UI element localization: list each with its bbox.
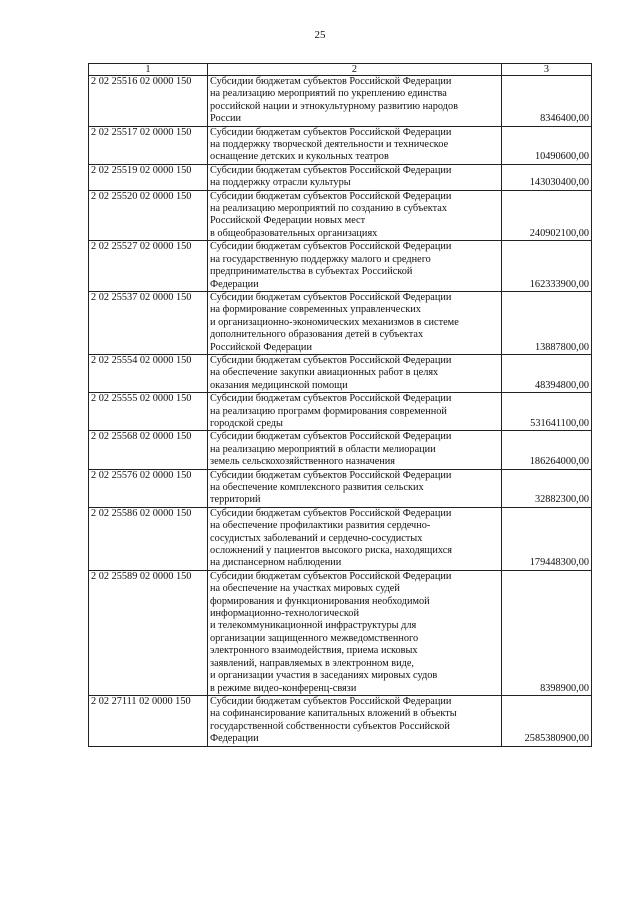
table-row: [89, 126, 592, 164]
description-cell: Субсидии бюджетам субъектов Российской Федерации на реализацию мероприятий по укреплению единства российской нации и этнокультурному развитию народов России: [208, 76, 502, 127]
table-row: [89, 354, 592, 392]
code-cell: 2 02 25517 02 0000 150: [89, 126, 208, 164]
column-header-code: 1: [89, 64, 208, 76]
table-row: [89, 469, 592, 507]
budget-table: [88, 63, 592, 747]
amount-cell: 48394800,00: [502, 354, 592, 392]
code-cell: 2 02 25555 02 0000 150: [89, 393, 208, 431]
amount-cell: 8398900,00: [502, 570, 592, 695]
code-cell: 2 02 25586 02 0000 150: [89, 507, 208, 570]
code-cell: 2 02 25554 02 0000 150: [89, 354, 208, 392]
amount-cell: 162333900,00: [502, 241, 592, 292]
amount-cell: 10490600,00: [502, 126, 592, 164]
description-cell: Субсидии бюджетам субъектов Российской Федерации на государственную поддержку малого и среднего предпринимательства в субъектах Российской Федерации: [208, 241, 502, 292]
description-cell: Субсидии бюджетам субъектов Российской Федерации на реализацию мероприятий по созданию в субъектах Российской Федерации новых мест в общеобразовательных организациях: [208, 190, 502, 241]
column-header-description: 2: [208, 64, 502, 76]
amount-cell: 8346400,00: [502, 76, 592, 127]
table-row: [89, 507, 592, 570]
description-cell: Субсидии бюджетам субъектов Российской Федерации на поддержку творческой деятельности и техническое оснащение детских и кукольных театров: [208, 126, 502, 164]
amount-cell: 32882300,00: [502, 469, 592, 507]
code-cell: 2 02 25589 02 0000 150: [89, 570, 208, 695]
description-cell: Субсидии бюджетам субъектов Российской Федерации на обеспечение закупки авиационных работ в целях оказания медицинской помощи: [208, 354, 502, 392]
description-cell: Субсидии бюджетам субъектов Российской Федерации на поддержку отрасли культуры: [208, 164, 502, 190]
table-row: [89, 241, 592, 292]
table-row: [89, 291, 592, 354]
amount-cell: 240902100,00: [502, 190, 592, 241]
description-cell: Субсидии бюджетам субъектов Российской Федерации на реализацию мероприятий в области мелиорации земель сельскохозяйственного назначения: [208, 431, 502, 469]
table-row: [89, 190, 592, 241]
table-row: [89, 695, 592, 746]
description-cell: Субсидии бюджетам субъектов Российской Федерации на обеспечение комплексного развития сельских территорий: [208, 469, 502, 507]
code-cell: 2 02 25576 02 0000 150: [89, 469, 208, 507]
description-cell: Субсидии бюджетам субъектов Российской Федерации на обеспечение профилактики развития сердечно- сосудистых заболеваний и сердечно-сосудистых осложнений у пациентов высокого риска, находящихся на диспансерном наблюдении: [208, 507, 502, 570]
code-cell: 2 02 25527 02 0000 150: [89, 241, 208, 292]
amount-cell: 186264000,00: [502, 431, 592, 469]
amount-cell: 2585380900,00: [502, 695, 592, 746]
amount-cell: 531641100,00: [502, 393, 592, 431]
code-cell: 2 02 27111 02 0000 150: [89, 695, 208, 746]
description-cell: Субсидии бюджетам субъектов Российской Федерации на реализацию программ формирования современной городской среды: [208, 393, 502, 431]
description-cell: Субсидии бюджетам субъектов Российской Федерации на обеспечение на участках мировых судей формирования и функционирования необходимой информационно-технологической и телекоммуникационной инфраструктуры для организации защищенного межведомственного электронного взаимодействия, приема исковых заявлений, направляемых в электронном виде, и организации участия в заседаниях мировых судов в режиме видео-конференц-связи: [208, 570, 502, 695]
code-cell: 2 02 25537 02 0000 150: [89, 291, 208, 354]
code-cell: 2 02 25516 02 0000 150: [89, 76, 208, 127]
code-cell: 2 02 25519 02 0000 150: [89, 164, 208, 190]
code-cell: 2 02 25568 02 0000 150: [89, 431, 208, 469]
table-row: [89, 570, 592, 695]
amount-cell: 143030400,00: [502, 164, 592, 190]
table-header-row: [89, 64, 592, 76]
table-row: [89, 164, 592, 190]
amount-cell: 13887800,00: [502, 291, 592, 354]
page-number: 25: [314, 29, 326, 41]
description-cell: Субсидии бюджетам субъектов Российской Федерации на софинансирование капитальных вложений в объекты государственной собственности субъектов Российской Федерации: [208, 695, 502, 746]
table-row: [89, 76, 592, 127]
description-cell: Субсидии бюджетам субъектов Российской Федерации на формирование современных управленческих и организационно-экономических механизмов в системе дополнительного образования детей в субъектах Российской Федерации: [208, 291, 502, 354]
code-cell: 2 02 25520 02 0000 150: [89, 190, 208, 241]
column-header-amount: 3: [502, 64, 592, 76]
table-row: [89, 431, 592, 469]
amount-cell: 179448300,00: [502, 507, 592, 570]
table-row: [89, 393, 592, 431]
